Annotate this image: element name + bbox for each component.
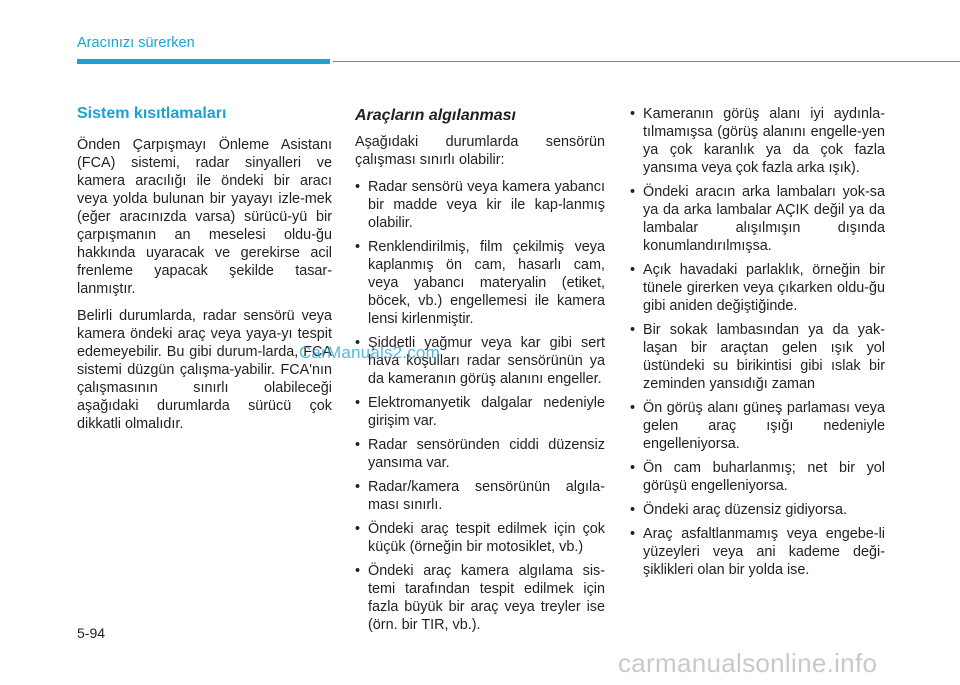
list-item: • Şiddetli yağmur veya kar gibi sert hava koşulları radar sensörünün ya da kameranın görüş alanını engeller.	[355, 334, 605, 388]
list-item: • Öndeki araç kamera algılama sis-temi tarafından tespit edilmek için fazla büyük bir araç veya treyler ise (örn. bir TIR, vb.).	[355, 562, 605, 634]
page-number: 5-94	[77, 625, 106, 641]
list-item: • Kameranın görüş alanı iyi aydınla-tılmamışsa (görüş alanını engelle-yen ya çok karanlık ya da çok fazla yansıma veya çok fazla arka ışık).	[630, 105, 885, 177]
list-item: • Radar sensöründen ciddi düzensiz yansıma var.	[355, 436, 605, 472]
section-title: Sistem kısıtlamaları	[77, 105, 227, 122]
list-item: • Öndeki araç düzensiz gidiyorsa.	[630, 501, 885, 519]
list-item: • Öndeki aracın arka lambaları yok-sa ya da arka lambalar AÇIK değil ya da lambalar alışılmışın dışında konumlandırılmışsa.	[630, 183, 885, 255]
list-item: • Öndeki araç tespit edilmek için çok küçük (örneğin bir motosiklet, vb.)	[355, 520, 605, 556]
paragraph: Önden Çarpışmayı Önleme Asistanı (FCA) sistemi, radar sinyalleri ve kamera aracılığı ile öndeki bir aracı veya yolda bulunan bir yayayı izle-mek (eğer aracınızda varsa) sürücü-yü bir çarpışmanın an meselesi oldu-ğu hakkında uyaracak ve gerekirse acil frenleme yapacak şekilde tasar-lanmıştır.	[77, 137, 332, 297]
paragraph: Belirli durumlarda, radar sensörü veya kamera öndeki araç veya yaya-yı tespit edemeyebilir. Bu gibi durum-larda, FCA sistemi düzgün çalışma-yabilir. FCA'nın çalışmasının sınırlı olabileceği aşağıdaki durumlarda sürücü çok dikkatli olmalıdır.	[77, 308, 332, 432]
middle-column	[355, 107, 605, 640]
list-item: • Radar sensörü veya kamera yabancı bir madde veya kir ile kap-lanmış olabilir.	[355, 178, 605, 232]
footer-watermark: carmanualsonline.info	[618, 648, 878, 678]
intro-text: Aşağıdaki durumlarda sensörün çalışması sınırlı olabilir:	[355, 134, 605, 168]
header-rule-thin	[333, 61, 960, 62]
list-item: • Açık havadaki parlaklık, örneğin bir tünele girerken veya çıkarken oldu-ğu gibi aniden değiştiğinde.	[630, 261, 885, 315]
header-rule-thick	[77, 59, 330, 64]
bullet-list	[355, 178, 605, 634]
right-column	[630, 105, 885, 585]
list-item: • Renklendirilmiş, film çekilmiş veya kaplanmış ön cam, hasarlı cam, veya yabancı materyalin (etiket, böcek, vb.) engellemesi ile kamera lensi kirlenmiştir.	[355, 238, 605, 328]
list-item: • Ön cam buharlanmış; net bir yol görüşü engelleniyorsa.	[630, 459, 885, 495]
left-column	[77, 105, 332, 442]
section-header: Aracınızı sürerken	[77, 35, 195, 51]
bullet-list	[630, 105, 885, 579]
watermark-text: CarManuals2.com	[299, 343, 440, 362]
list-item: • Ön görüş alanı güneş parlaması veya gelen araç ışığı nedeniyle engelleniyorsa.	[630, 399, 885, 453]
list-item: • Radar/kamera sensörünün algıla-ması sınırlı.	[355, 478, 605, 514]
subsection-title: Araçların algılanması	[355, 107, 516, 124]
list-item: • Elektromanyetik dalgalar nedeniyle girişim var.	[355, 394, 605, 430]
list-item: • Araç asfaltlanmamış veya engebe-li yüzeyleri veya ani kademe deği-şiklikleri olan bir yolda ise.	[630, 525, 885, 579]
list-item: • Bir sokak lambasından ya da yak-laşan bir araçtan gelen ışık yol üstündeki su birikintisi gibi ıslak bir zeminden yansıdığı zaman	[630, 321, 885, 393]
